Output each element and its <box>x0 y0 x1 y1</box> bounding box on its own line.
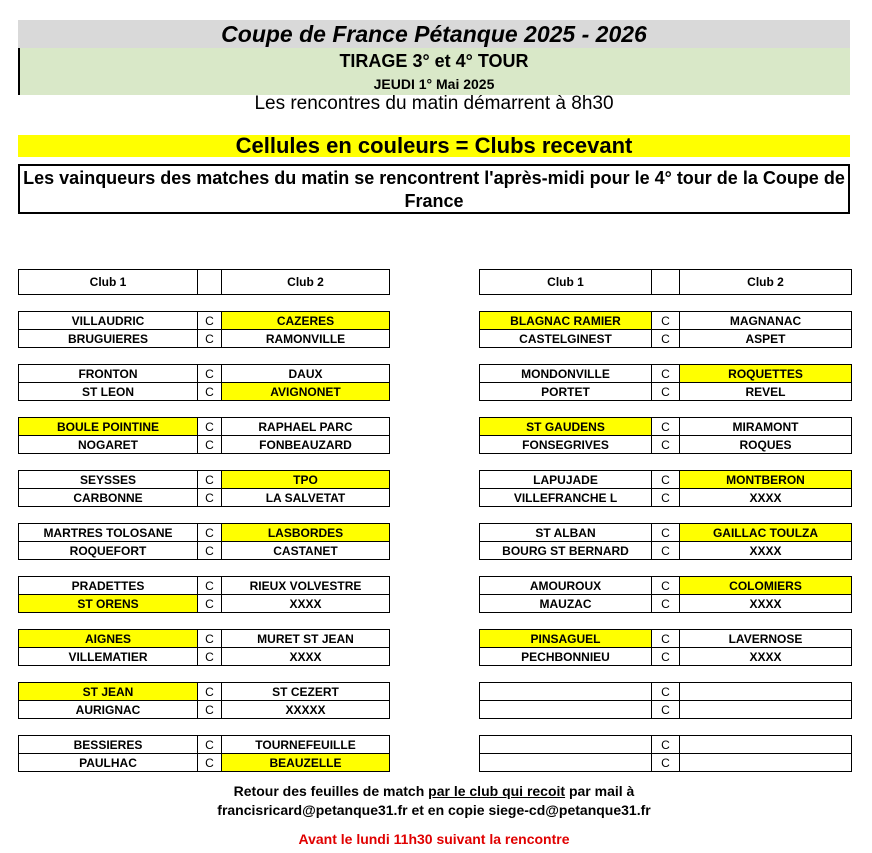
club2-cell: TPO <box>222 471 390 489</box>
match-row <box>19 683 390 701</box>
club1-cell: CARBONNE <box>19 489 198 507</box>
group-spacer <box>480 454 852 471</box>
match-row <box>19 312 390 330</box>
match-row <box>480 754 852 772</box>
club1-cell: ROQUEFORT <box>19 542 198 560</box>
club2-cell: RIEUX VOLVESTRE <box>222 577 390 595</box>
club1-cell: FRONTON <box>19 365 198 383</box>
group-spacer <box>19 454 390 471</box>
club2-cell: LASBORDES <box>222 524 390 542</box>
vs-cell: C <box>198 683 222 701</box>
match-row <box>19 595 390 613</box>
match-row <box>480 701 852 719</box>
club1-cell: AMOUROUX <box>480 577 652 595</box>
match-row <box>480 383 852 401</box>
home-club-legend: Cellules en couleurs = Clubs recevant <box>18 135 850 157</box>
page-title: Coupe de France Pétanque 2025 - 2026 <box>18 20 850 48</box>
match-row <box>480 418 852 436</box>
club1-cell: ST ALBAN <box>480 524 652 542</box>
club1-cell: VILLEFRANCHE L <box>480 489 652 507</box>
vs-cell: C <box>652 754 680 772</box>
group-spacer <box>19 295 390 312</box>
table-header-row <box>480 270 852 295</box>
vs-cell: C <box>198 648 222 666</box>
club1-cell: BOULE POINTINE <box>19 418 198 436</box>
match-row <box>480 595 852 613</box>
match-row <box>19 471 390 489</box>
vs-cell: C <box>652 595 680 613</box>
match-row <box>19 383 390 401</box>
club1-cell: MARTRES TOLOSANE <box>19 524 198 542</box>
match-row <box>480 524 852 542</box>
club2-cell: XXXXX <box>222 701 390 719</box>
club1-cell: SEYSSES <box>19 471 198 489</box>
winners-note: Les vainqueurs des matches du matin se rencontrent l'après-midi pour le 4° tour de la Coupe de France <box>18 164 850 214</box>
club2-cell: MAGNANAC <box>680 312 852 330</box>
table-header-row <box>19 270 390 295</box>
club2-cell: XXXX <box>680 489 852 507</box>
group-spacer <box>480 613 852 630</box>
group-spacer <box>19 401 390 418</box>
group-spacer <box>480 719 852 736</box>
vs-cell: C <box>652 630 680 648</box>
group-spacer <box>480 348 852 365</box>
match-row <box>19 365 390 383</box>
club2-cell: LAVERNOSE <box>680 630 852 648</box>
footer-deadline: Avant le lundi 11h30 suivant la rencontre <box>298 831 570 847</box>
club2-cell: XXXX <box>680 648 852 666</box>
header-vs <box>652 270 680 295</box>
header-club1: Club 1 <box>19 270 198 295</box>
club1-cell: BOURG ST BERNARD <box>480 542 652 560</box>
vs-cell: C <box>652 312 680 330</box>
club2-cell: RAMONVILLE <box>222 330 390 348</box>
club1-cell: FONSEGRIVES <box>480 436 652 454</box>
header-club1: Club 1 <box>480 270 652 295</box>
club1-cell: BESSIERES <box>19 736 198 754</box>
group-spacer <box>19 666 390 683</box>
vs-cell: C <box>652 683 680 701</box>
club1-cell <box>480 754 652 772</box>
match-row <box>19 436 390 454</box>
club1-cell: PECHBONNIEU <box>480 648 652 666</box>
vs-cell: C <box>652 436 680 454</box>
club2-cell: LA SALVETAT <box>222 489 390 507</box>
vs-cell: C <box>198 330 222 348</box>
group-spacer <box>19 348 390 365</box>
footer-text-receiving-club: par le club qui recoit <box>428 783 566 799</box>
club2-cell: MURET ST JEAN <box>222 630 390 648</box>
vs-cell: C <box>198 754 222 772</box>
vs-cell: C <box>652 489 680 507</box>
club2-cell: BEAUZELLE <box>222 754 390 772</box>
club2-cell: TOURNEFEUILLE <box>222 736 390 754</box>
club2-cell: ST CEZERT <box>222 683 390 701</box>
group-spacer <box>480 401 852 418</box>
club1-cell: LAPUJADE <box>480 471 652 489</box>
club2-cell: CAZERES <box>222 312 390 330</box>
club1-cell: MAUZAC <box>480 595 652 613</box>
club1-cell: BLAGNAC RAMIER <box>480 312 652 330</box>
club1-cell: BRUGUIERES <box>19 330 198 348</box>
match-row <box>19 701 390 719</box>
vs-cell: C <box>652 383 680 401</box>
vs-cell: C <box>198 418 222 436</box>
vs-cell: C <box>652 330 680 348</box>
morning-start-note: Les rencontres du matin démarrent à 8h30 <box>254 93 614 114</box>
match-row <box>19 648 390 666</box>
group-spacer <box>19 613 390 630</box>
match-row <box>480 489 852 507</box>
vs-cell: C <box>198 383 222 401</box>
club2-cell: MONTBERON <box>680 471 852 489</box>
match-row <box>19 630 390 648</box>
vs-cell: C <box>198 736 222 754</box>
club1-cell: PINSAGUEL <box>480 630 652 648</box>
vs-cell: C <box>652 648 680 666</box>
club2-cell: ASPET <box>680 330 852 348</box>
match-row <box>19 736 390 754</box>
club2-cell: ROQUETTES <box>680 365 852 383</box>
event-date: JEUDI 1° Mai 2025 <box>373 76 495 92</box>
footer-text-a: Retour des feuilles de match <box>233 783 429 799</box>
club2-cell <box>680 736 852 754</box>
vs-cell: C <box>652 701 680 719</box>
club1-cell: ST GAUDENS <box>480 418 652 436</box>
vs-cell: C <box>198 365 222 383</box>
club2-cell <box>680 754 852 772</box>
club2-cell: GAILLAC TOULZA <box>680 524 852 542</box>
group-spacer <box>480 666 852 683</box>
vs-cell: C <box>198 701 222 719</box>
club1-cell: CASTELGINEST <box>480 330 652 348</box>
club2-cell: XXXX <box>680 595 852 613</box>
footer-text-c: par mail à <box>565 783 635 799</box>
draw-table-left <box>18 269 390 772</box>
vs-cell: C <box>198 542 222 560</box>
club1-cell <box>480 736 652 754</box>
group-spacer <box>480 560 852 577</box>
vs-cell: C <box>652 471 680 489</box>
club1-cell: VILLEMATIER <box>19 648 198 666</box>
club1-cell: PORTET <box>480 383 652 401</box>
match-row <box>480 683 852 701</box>
club2-cell: XXXX <box>680 542 852 560</box>
match-row <box>480 471 852 489</box>
vs-cell: C <box>652 577 680 595</box>
match-row <box>480 736 852 754</box>
vs-cell: C <box>198 630 222 648</box>
group-spacer <box>480 507 852 524</box>
header-club2: Club 2 <box>680 270 852 295</box>
club2-cell: MIRAMONT <box>680 418 852 436</box>
club2-cell: XXXX <box>222 648 390 666</box>
vs-cell: C <box>198 489 222 507</box>
vs-cell: C <box>198 524 222 542</box>
match-row <box>19 418 390 436</box>
header-vs <box>198 270 222 295</box>
vs-cell: C <box>652 418 680 436</box>
club1-cell: AIGNES <box>19 630 198 648</box>
club2-cell: CASTANET <box>222 542 390 560</box>
club1-cell: ST LEON <box>19 383 198 401</box>
match-row <box>19 577 390 595</box>
club2-cell: DAUX <box>222 365 390 383</box>
header-club2: Club 2 <box>222 270 390 295</box>
vs-cell: C <box>198 312 222 330</box>
match-row <box>480 365 852 383</box>
footer-instructions <box>18 781 850 802</box>
match-row <box>480 330 852 348</box>
match-row <box>19 542 390 560</box>
match-row <box>19 489 390 507</box>
group-spacer <box>19 560 390 577</box>
draw-table-right <box>479 269 852 772</box>
match-row <box>480 648 852 666</box>
group-spacer <box>19 507 390 524</box>
group-spacer <box>19 719 390 736</box>
match-row <box>19 754 390 772</box>
draw-round-title: TIRAGE 3° et 4° TOUR <box>339 51 529 71</box>
footer-emails: francisricard@petanque31.fr et en copie siege-cd@petanque31.fr <box>217 802 651 818</box>
club2-cell <box>680 701 852 719</box>
vs-cell: C <box>198 436 222 454</box>
match-row <box>19 524 390 542</box>
club1-cell: VILLAUDRIC <box>19 312 198 330</box>
club1-cell: PAULHAC <box>19 754 198 772</box>
club1-cell: MONDONVILLE <box>480 365 652 383</box>
club1-cell: NOGARET <box>19 436 198 454</box>
club2-cell: FONBEAUZARD <box>222 436 390 454</box>
club2-cell: ROQUES <box>680 436 852 454</box>
club1-cell: AURIGNAC <box>19 701 198 719</box>
vs-cell: C <box>198 471 222 489</box>
vs-cell: C <box>652 542 680 560</box>
match-row <box>480 630 852 648</box>
club1-cell: ST ORENS <box>19 595 198 613</box>
match-row <box>480 577 852 595</box>
vs-cell: C <box>198 595 222 613</box>
vs-cell: C <box>652 736 680 754</box>
vs-cell: C <box>198 577 222 595</box>
club1-cell: ST JEAN <box>19 683 198 701</box>
club1-cell: PRADETTES <box>19 577 198 595</box>
match-row <box>480 436 852 454</box>
group-spacer <box>480 295 852 312</box>
club2-cell: COLOMIERS <box>680 577 852 595</box>
match-row <box>480 542 852 560</box>
club2-cell: XXXX <box>222 595 390 613</box>
club2-cell: AVIGNONET <box>222 383 390 401</box>
club2-cell <box>680 683 852 701</box>
match-row <box>19 330 390 348</box>
club2-cell: REVEL <box>680 383 852 401</box>
vs-cell: C <box>652 365 680 383</box>
club1-cell <box>480 683 652 701</box>
vs-cell: C <box>652 524 680 542</box>
club1-cell <box>480 701 652 719</box>
match-row <box>480 312 852 330</box>
club2-cell: RAPHAEL PARC <box>222 418 390 436</box>
